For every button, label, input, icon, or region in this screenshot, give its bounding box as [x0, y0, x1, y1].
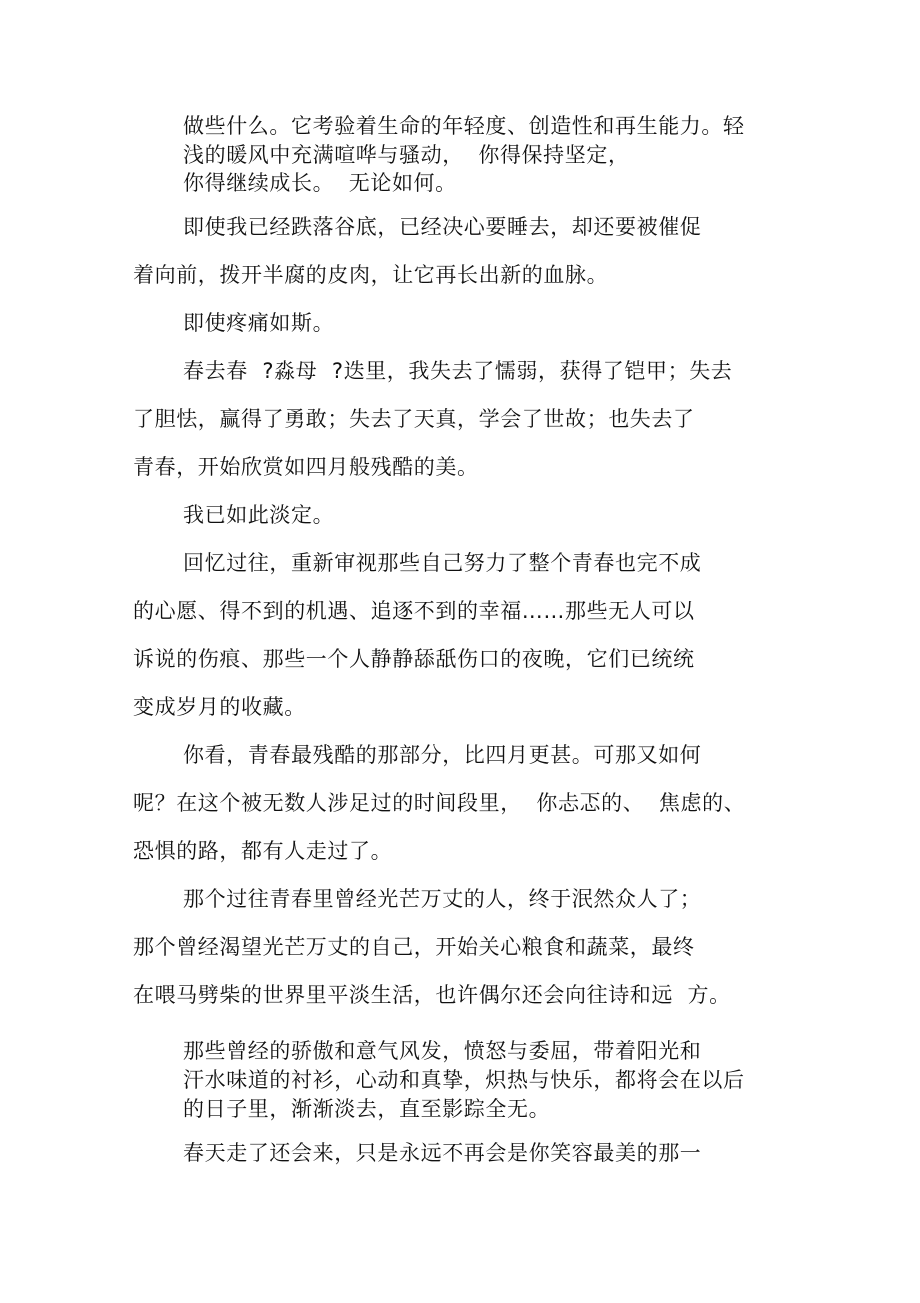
- text-line-15: 你看，青春最残酷的那部分，比四月更甚。可那又如何: [183, 743, 702, 767]
- text-line-4: 即使我已经跌落谷底，已经决心要睡去，却还要被催促: [183, 215, 702, 239]
- text-line-24: 春天走了还会来，只是永远不再会是你笑容最美的那一: [183, 1141, 702, 1165]
- text-line-3: 你得继续成长。 无论如何。: [183, 171, 457, 195]
- text-line-20: 在喂马劈柴的世界里平淡生活，也许偶尔还会向往诗和远 方。: [133, 983, 731, 1007]
- text-line-1: 做些什么。它考验着生命的年轻度、创造性和再生能力。轻: [183, 114, 745, 138]
- text-line-16: 呢？在这个被无数人涉足过的时间段里， 你忐忑的、 焦虑的、: [133, 791, 746, 815]
- text-line-19: 那个曾经渴望光芒万丈的自己，开始关心粮食和蔬菜，最终: [133, 935, 695, 959]
- text-line-11: 回忆过往，重新审视那些自己努力了整个青春也完不成: [183, 551, 702, 575]
- text-line-23: 的日子里，渐渐淡去，直至影踪全无。: [183, 1097, 551, 1121]
- text-line-18: 那个过往青春里曾经光芒万丈的人，终于泯然众人了；: [183, 887, 702, 911]
- text-line-21: 那些曾经的骄傲和意气风发，愤怒与委屈，带着阳光和: [183, 1039, 702, 1063]
- text-line-13: 诉说的伤痕、那些一个人静静舔舐伤口的夜晚，它们已统统: [133, 647, 695, 671]
- text-line-8: 了胆怯，赢得了勇敢；失去了天真，学会了世故；也失去了: [133, 407, 695, 431]
- text-line-9: 青春，开始欣赏如四月般残酷的美。: [133, 455, 479, 479]
- text-line-22: 汗水味道的衬衫，心动和真挚，炽热与快乐，都将会在以后: [183, 1068, 745, 1092]
- text-line-12: 的心愿、得不到的机遇、追逐不到的幸福……那些无人可以: [133, 599, 695, 623]
- text-line-6: 即使疼痛如斯。: [183, 311, 335, 335]
- text-line-2: 浅的暖风中充满喧哗与骚动， 你得保持坚定，: [183, 143, 630, 167]
- text-line-5: 着向前，拨开半腐的皮肉，让它再长出新的血脉。: [133, 263, 609, 287]
- text-line-10: 我已如此淡定。: [183, 503, 335, 527]
- text-line-7: 春去春 ?淼母 ?迭里，我失去了懦弱，获得了铠甲；失去: [183, 359, 733, 383]
- text-line-14: 变成岁月的收藏。: [133, 695, 306, 719]
- text-line-17: 恐惧的路，都有人走过了。: [133, 839, 393, 863]
